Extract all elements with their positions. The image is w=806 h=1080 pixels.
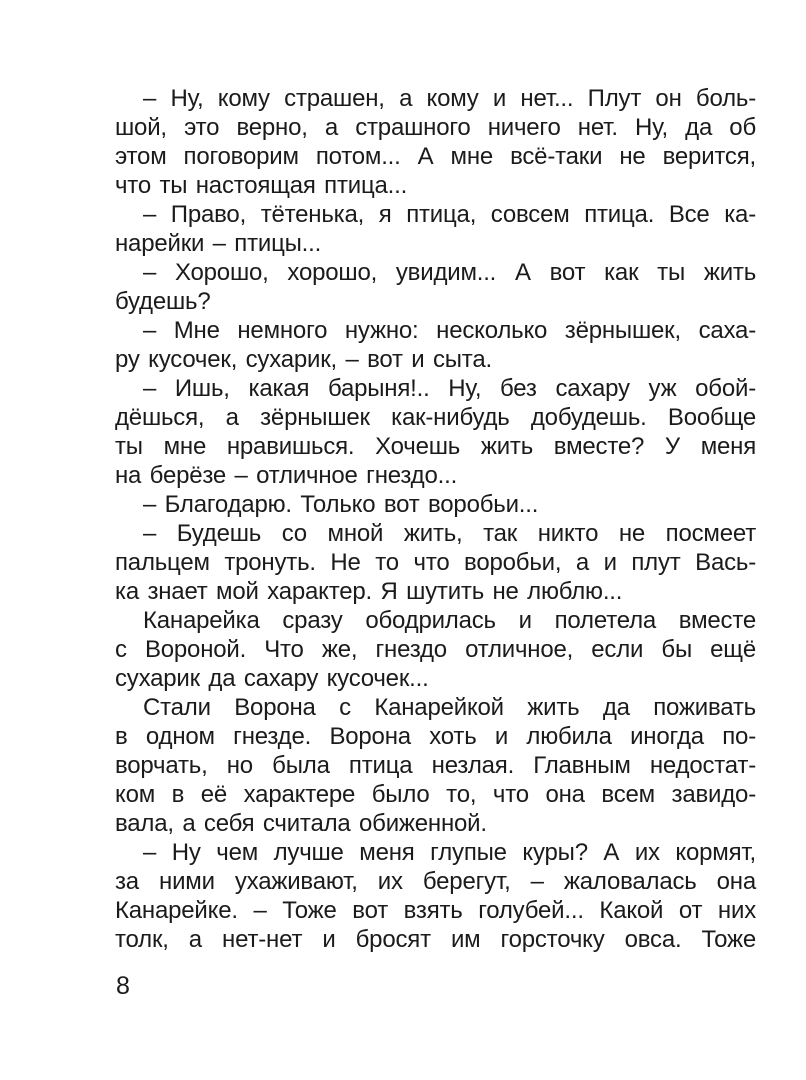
- text-line: сухарик да сахару кусочек...: [115, 665, 429, 692]
- text-line: – Хорошо, хорошо, увидим... А вот как ты жить: [143, 259, 756, 286]
- text-line: Канарейке. – Тоже вот взять голубей... Какой от них: [115, 897, 756, 924]
- text-line: дёшься, а зёрнышек как-нибудь добудешь. Вообще: [115, 404, 756, 431]
- text-line: на берёзе – отличное гнездо...: [115, 462, 458, 489]
- text-line: ты мне нравишься. Хочешь жить вместе? У меня: [115, 433, 756, 460]
- page-number: 8: [116, 972, 130, 1000]
- text-line: Канарейка сразу ободрилась и полетела вместе: [143, 607, 756, 634]
- story-text: [115, 84, 756, 954]
- text-line: ком в её характере было то, что она всем завидо-: [115, 781, 756, 808]
- text-line: пальцем тронуть. Не то что воробьи, а и плут Вась-: [115, 549, 756, 576]
- text-line: Стали Ворона с Канарейкой жить да поживать: [143, 694, 756, 721]
- text-line: толк, а нет-нет и бросят им горсточку овса. Тоже: [115, 926, 756, 953]
- text-line: нарейки – птицы...: [115, 230, 322, 257]
- text-line: с Вороной. Что же, гнездо отличное, если бы ещё: [115, 636, 756, 663]
- text-line: – Будешь со мной жить, так никто не посмеет: [143, 520, 756, 547]
- text-line: – Ну чем лучше меня глупые куры? А их кормят,: [143, 839, 756, 866]
- text-line: что ты настоящая птица...: [115, 172, 408, 199]
- text-line: ру кусочек, сухарик, – вот и сыта.: [115, 346, 492, 373]
- text-line: в одном гнезде. Ворона хоть и любила иногда по-: [115, 723, 756, 750]
- text-line: будешь?: [115, 288, 211, 315]
- text-line: этом поговорим потом... А мне всё-таки не верится,: [115, 143, 756, 170]
- text-line: за ними ухаживают, их берегут, – жаловалась она: [115, 868, 756, 895]
- text-line: шой, это верно, а страшного ничего нет. Ну, да об: [115, 114, 756, 141]
- text-line: – Ну, кому страшен, а кому и нет... Плут он боль-: [143, 85, 756, 112]
- text-line: – Мне немного нужно: несколько зёрнышек, саха-: [143, 317, 756, 344]
- text-line: – Ишь, какая барыня!.. Ну, без сахару уж обой-: [143, 375, 756, 402]
- text-line: – Благодарю. Только вот воробьи...: [143, 491, 539, 518]
- text-line: ка знает мой характер. Я шутить не люблю...: [115, 578, 623, 605]
- text-line: – Право, тётенька, я птица, совсем птица. Все ка-: [143, 201, 756, 228]
- text-line: ворчать, но была птица незлая. Главным недостат-: [115, 752, 756, 779]
- text-line: вала, а себя считала обиженной.: [115, 810, 487, 837]
